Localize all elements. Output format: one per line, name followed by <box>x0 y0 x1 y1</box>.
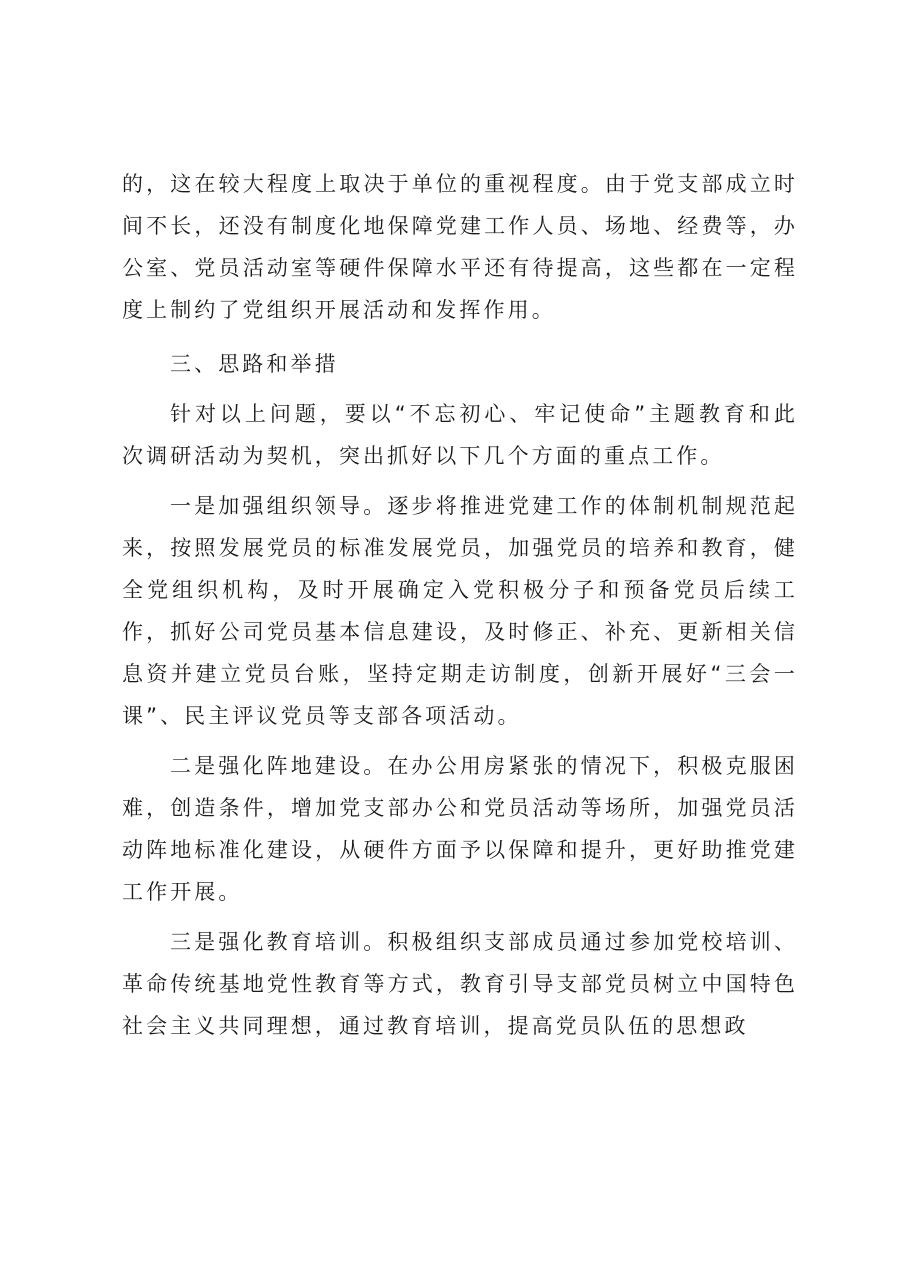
paragraph-position-building: 二是强化阵地建设。在办公用房紧张的情况下，积极克服困难，创造条件，增加党支部办公和党员活动等场所，加强党员活动阵地标准化建设，从硬件方面予以保障和提升，更好助推党建工作开展。 <box>122 754 798 904</box>
document-body <box>122 163 798 1055</box>
paragraph-organization: 一是加强组织领导。逐步将推进党建工作的体制机制规范起来，按照发展党员的标准发展党员，加强党员的培养和教育，健全党组织机构，及时开展确定入党积极分子和预备党员后续工作，抓好公司党员基本信息建设，及时修正、补充、更新相关信息资并建立党员台账，坚持定期走访制度，创新开展好“三会一课”、民主评议党员等支部各项活动。 <box>122 494 798 728</box>
paragraph-continuation: 的，这在较大程度上取决于单位的重视程度。由于党支部成立时间不长，还没有制度化地保障党建工作人员、场地、经费等，办公室、党员活动室等硬件保障水平还有待提高，这些都在一定程度上制约了党组织开展活动和发挥作用。 <box>122 172 798 322</box>
paragraph-intro: 针对以上问题，要以“不忘初心、牢记使命”主题教育和此次调研活动为契机，突出抓好以下几个方面的重点工作。 <box>122 402 798 468</box>
section-heading: 三、思路和举措 <box>170 352 339 376</box>
paragraph-education-training: 三是强化教育培训。积极组织支部成员通过参加党校培训、革命传统基地党性教育等方式，教育引导支部党员树立中国特色社会主义共同理想，通过教育培训，提高党员队伍的思想政 <box>122 930 798 1038</box>
